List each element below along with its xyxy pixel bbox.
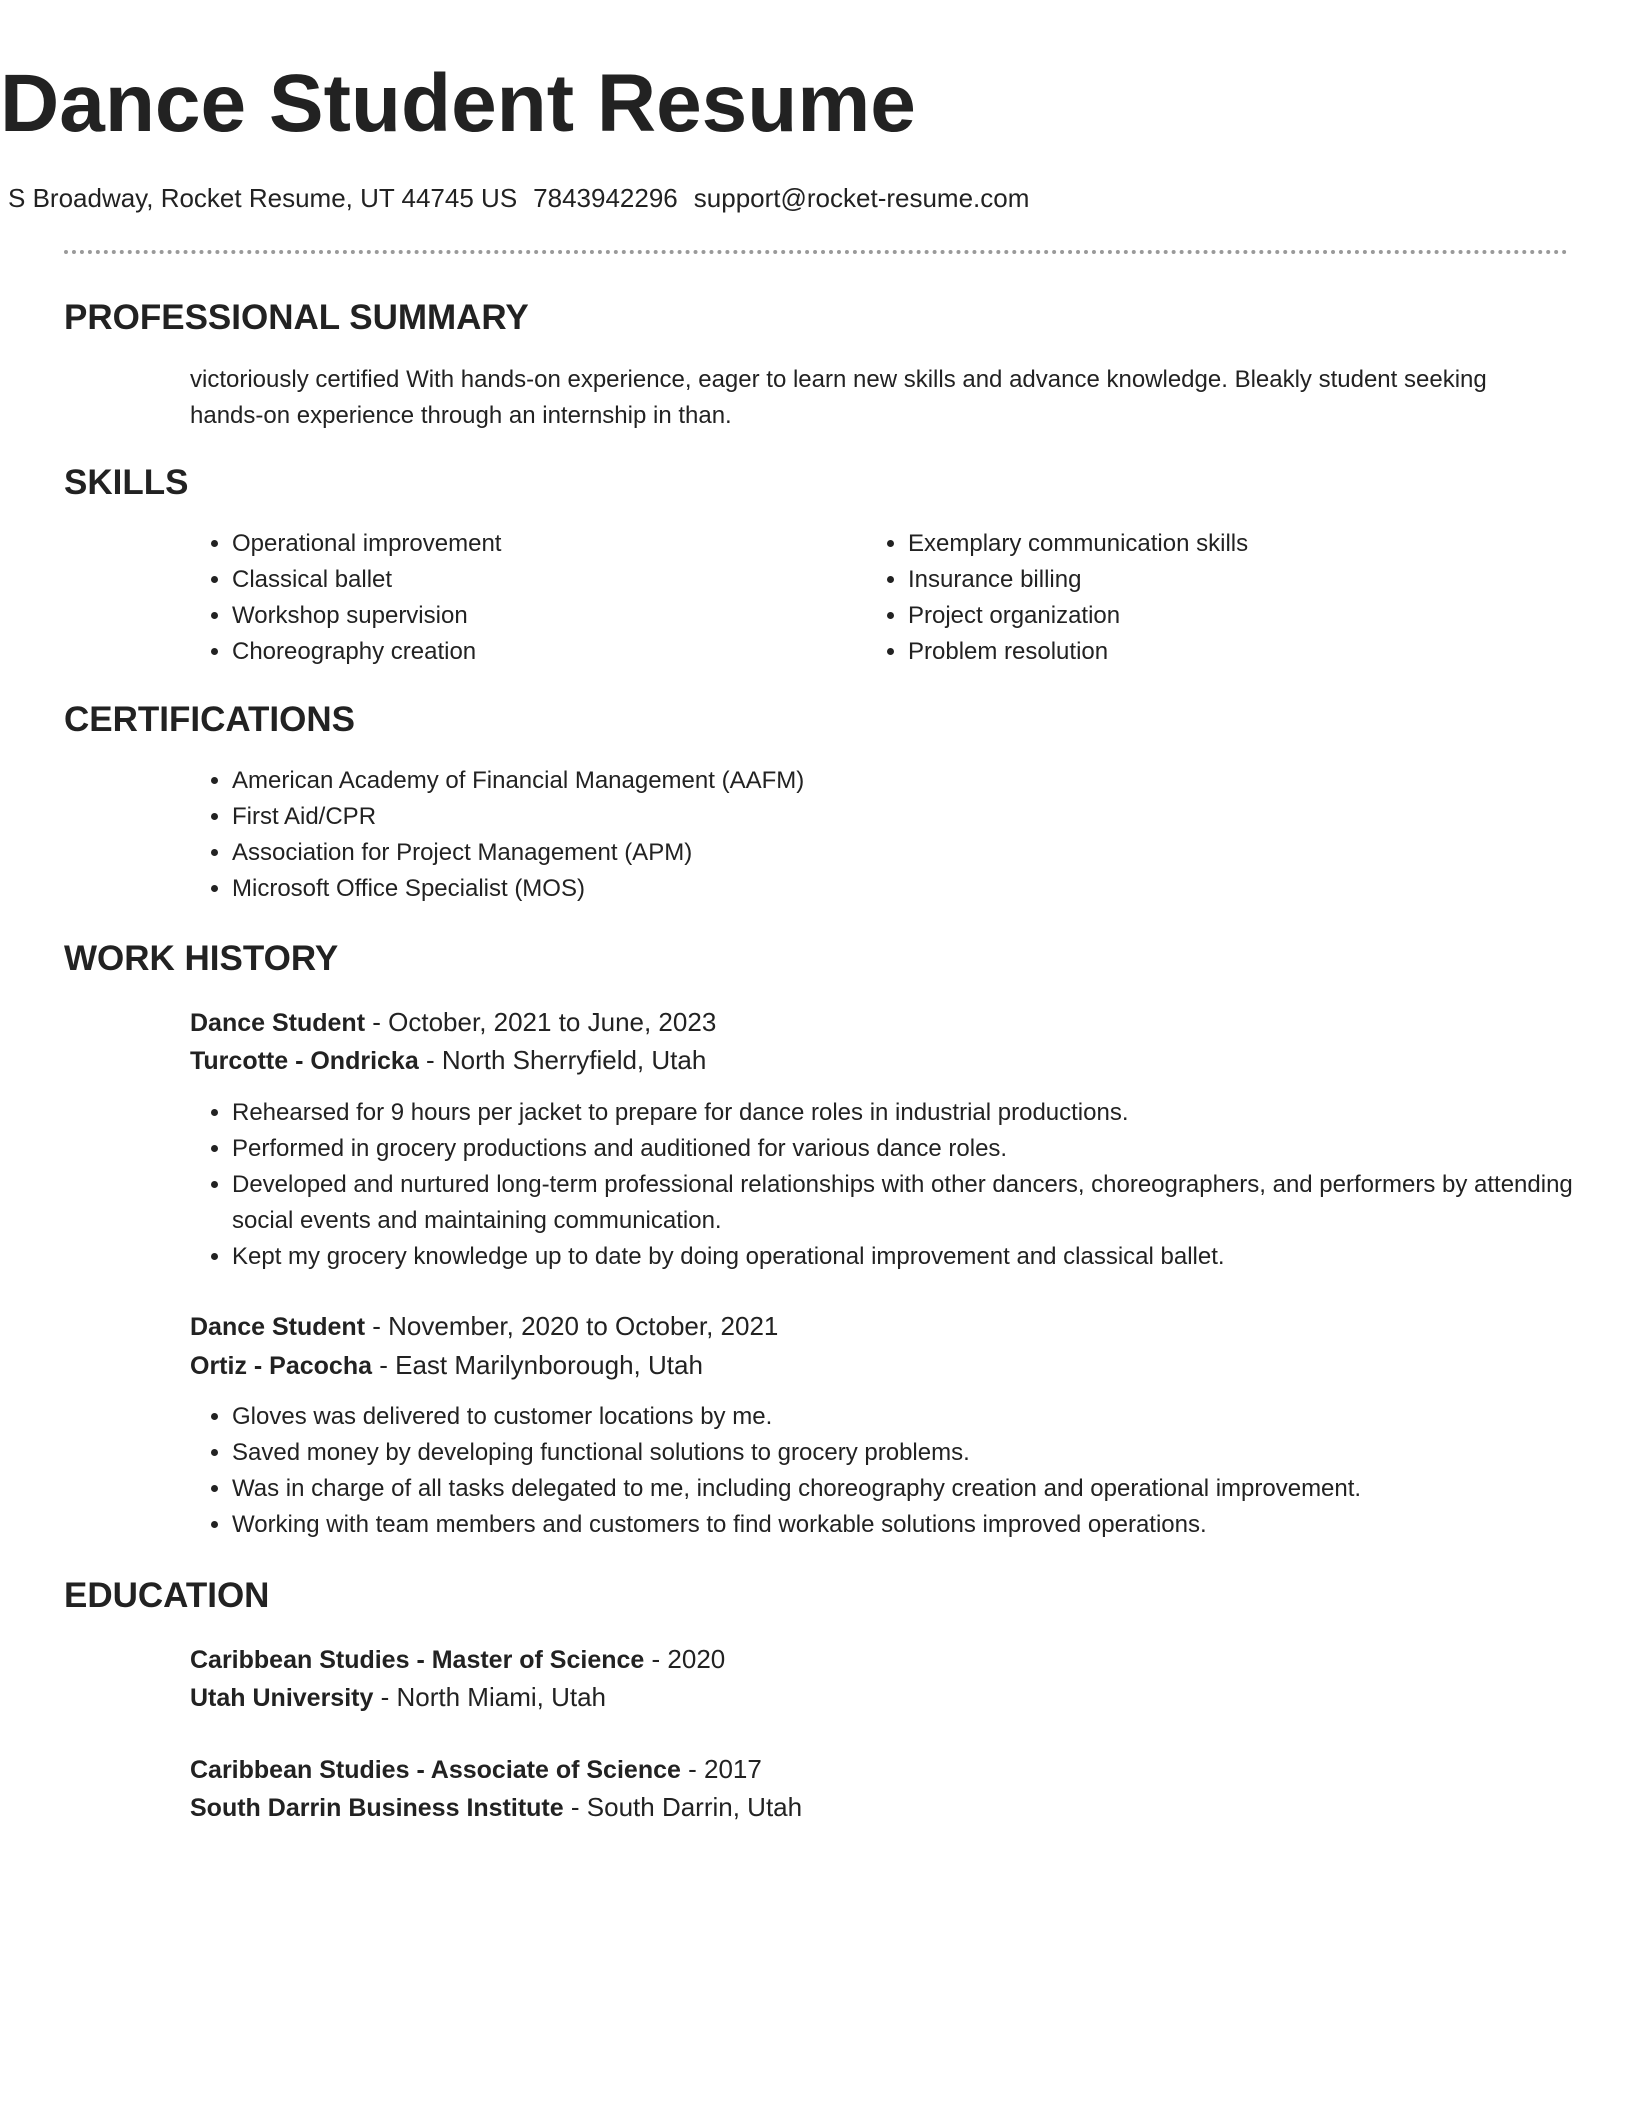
job-duties-list — [188, 1399, 1602, 1543]
job-location: - North Sherryfield, Utah — [418, 1045, 707, 1075]
education-heading: EDUCATION — [64, 1576, 270, 1615]
skill-item: • Problem resolution — [908, 634, 1588, 670]
header-divider — [64, 250, 1568, 254]
skills-list-right — [864, 526, 1588, 670]
job-title-line — [190, 1003, 1560, 1042]
certifications-heading: CERTIFICATIONS — [64, 700, 356, 739]
education-degree-line — [190, 1640, 1560, 1679]
skill-item: • Operational improvement — [232, 526, 872, 562]
skill-item: • Exemplary communication skills — [908, 526, 1588, 562]
education-year: - 2020 — [644, 1644, 726, 1674]
job-role: Dance Student — [190, 1313, 366, 1341]
job-duties-list — [188, 1095, 1602, 1275]
skill-item: • Choreography creation — [232, 634, 872, 670]
certifications-list — [188, 763, 1602, 907]
certification-item: • Microsoft Office Specialist (MOS) — [232, 871, 1602, 907]
skills-list-left — [188, 526, 872, 670]
job-dates: - November, 2020 to October, 2021 — [365, 1311, 779, 1341]
skill-item: • Insurance billing — [908, 562, 1588, 598]
job-company-line — [190, 1041, 1560, 1080]
certification-item: • Association for Project Management (APM) — [232, 835, 1602, 871]
job-title-line — [190, 1307, 1560, 1346]
education-location: - North Miami, Utah — [373, 1682, 606, 1712]
job-company-line — [190, 1346, 1560, 1385]
education-school-line — [190, 1788, 1560, 1827]
certification-item: • American Academy of Financial Management (AAFM) — [232, 763, 1602, 799]
education-school-line — [190, 1678, 1560, 1717]
job-company: Ortiz - Pacocha — [190, 1352, 372, 1380]
job-location: - East Marilynborough, Utah — [372, 1350, 703, 1380]
job-duty: • Was in charge of all tasks delegated to me, including choreography creation and operational improvement. — [232, 1471, 1602, 1507]
contact-address: S Broadway, Rocket Resume, UT 44745 US — [8, 183, 518, 213]
education-year: - 2017 — [680, 1754, 762, 1784]
certification-item: • First Aid/CPR — [232, 799, 1602, 835]
job-role: Dance Student — [190, 1009, 366, 1037]
job-company: Turcotte - Ondricka — [190, 1047, 419, 1075]
skill-item: • Classical ballet — [232, 562, 872, 598]
education-school: South Darrin Business Institute — [190, 1794, 564, 1822]
education-degree: Caribbean Studies - Master of Science — [190, 1646, 645, 1674]
job-duty: • Working with team members and customers to find workable solutions improved operations. — [232, 1507, 1602, 1543]
job-duty: • Performed in grocery productions and auditioned for various dance roles. — [232, 1131, 1602, 1167]
skill-item: • Project organization — [908, 598, 1588, 634]
education-school: Utah University — [190, 1684, 374, 1712]
education-location: - South Darrin, Utah — [563, 1792, 803, 1822]
job-duty: • Developed and nurtured long-term professional relationships with other dancers, choreographers, and performers by attending social events and maintaining communication. — [232, 1167, 1602, 1239]
education-degree: Caribbean Studies - Associate of Science — [190, 1756, 681, 1784]
contact-email[interactable]: support@rocket-resume.com — [693, 183, 1030, 213]
job-duty: • Gloves was delivered to customer locations by me. — [232, 1399, 1602, 1435]
work-history-heading: WORK HISTORY — [64, 939, 339, 978]
summary-text: victoriously certified With hands-on experience, eager to learn new skills and advance knowledge. Bleakly student seeking hands-on experience through an internship in than. — [190, 366, 1487, 429]
summary-heading: PROFESSIONAL SUMMARY — [64, 298, 529, 337]
education-degree-line — [190, 1750, 1560, 1789]
contact-line — [0, 180, 1632, 216]
job-duty: • Saved money by developing functional solutions to grocery problems. — [232, 1435, 1602, 1471]
job-duty: • Kept my grocery knowledge up to date by doing operational improvement and classical ballet. — [232, 1239, 1602, 1275]
skills-heading: SKILLS — [64, 463, 189, 502]
resume-title: Dance Student Resume — [0, 58, 916, 149]
skill-item: • Workshop supervision — [232, 598, 872, 634]
contact-phone: 7843942296 — [533, 183, 678, 213]
job-duty: • Rehearsed for 9 hours per jacket to prepare for dance roles in industrial productions. — [232, 1095, 1602, 1131]
job-dates: - October, 2021 to June, 2023 — [365, 1007, 717, 1037]
